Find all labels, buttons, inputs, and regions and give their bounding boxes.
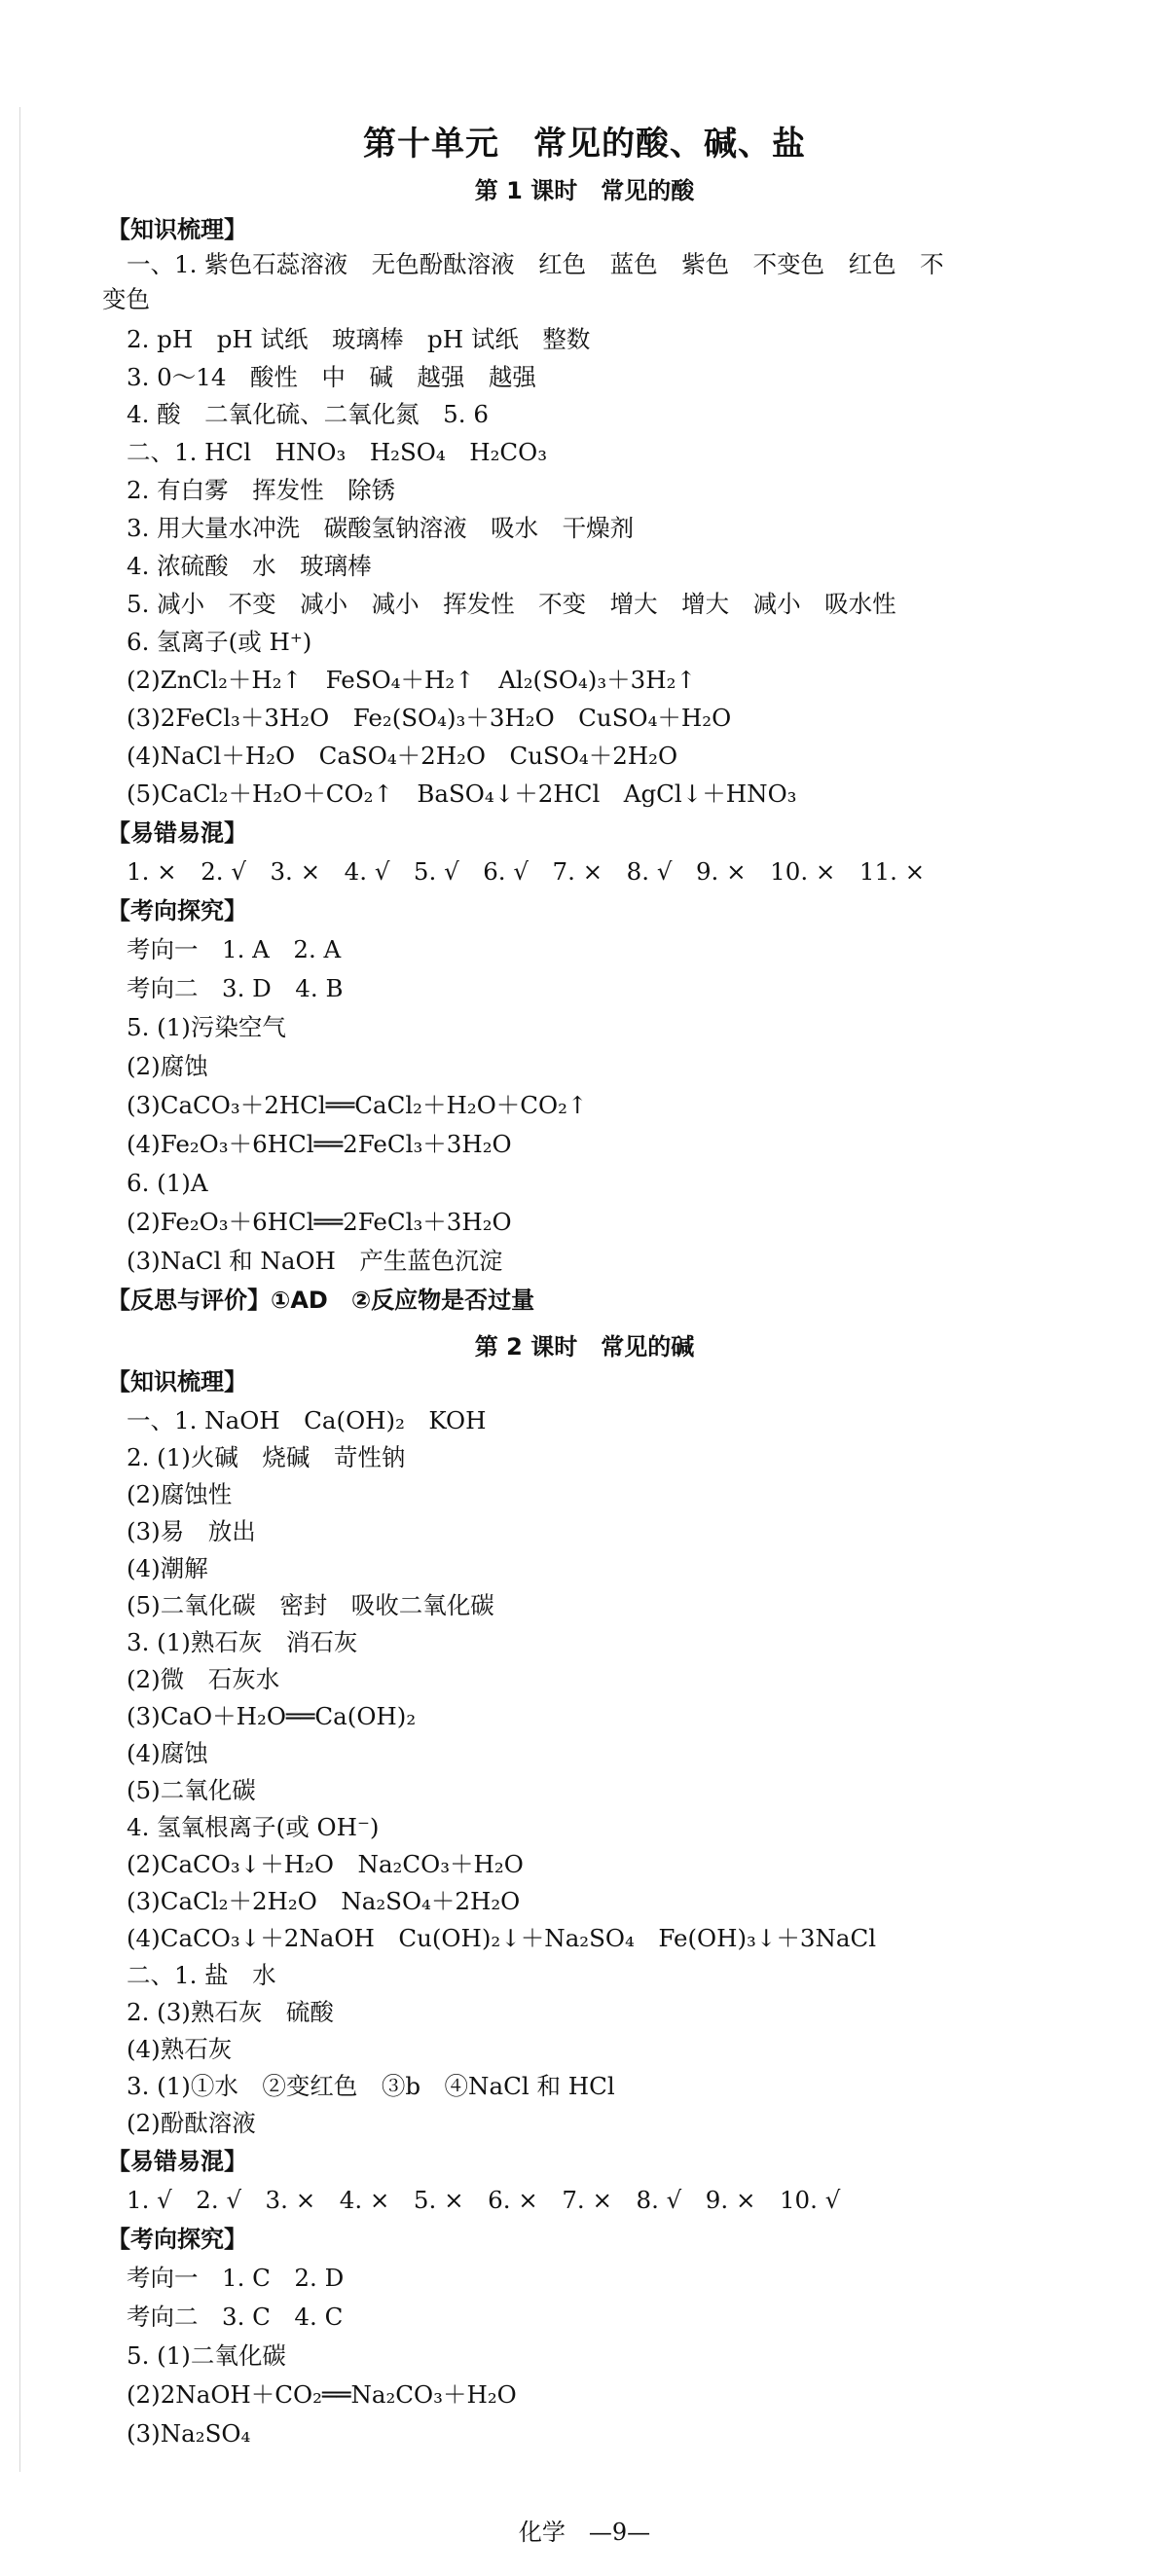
lesson1-line: 6. 氢离子(或 H⁺): [127, 628, 312, 656]
lesson1-line: (4)NaCl＋H₂O CaSO₄＋2H₂O CuSO₄＋2H₂O: [127, 742, 678, 770]
lesson2-explore-line: 考向二 3. C 4. C: [127, 2303, 344, 2331]
lesson2-line: 3. (1)熟石灰 消石灰: [127, 1628, 358, 1656]
lesson2-line: (5)二氧化碳: [127, 1776, 256, 1804]
lesson1-line: 3. 用大量水冲洗 碳酸氢钠溶液 吸水 干燥剂: [127, 514, 635, 542]
lesson2-line: (4)CaCO₃↓＋2NaOH Cu(OH)₂↓＋Na₂SO₄ Fe(OH)₃↓＋3NaCl: [127, 1924, 877, 1952]
lesson1-line: 变色: [102, 285, 150, 313]
lesson2-explore-line: 考向一 1. C 2. D: [127, 2264, 345, 2292]
lesson1-title: 第 1 课时 常见的酸: [474, 177, 695, 204]
margin-rule: [19, 107, 20, 2472]
lesson1-line: 4. 酸 二氧化硫、二氧化氮 5. 6: [127, 400, 489, 428]
lesson2-line: (2)微 石灰水: [127, 1665, 280, 1693]
lesson1-line: 二、1. HCl HNO₃ H₂SO₄ H₂CO₃: [127, 438, 548, 466]
lesson1-errors: 1. × 2. √ 3. × 4. √ 5. √ 6. √ 7. × 8. √ 9. × 10. × 11. ×: [127, 857, 926, 886]
lesson2-line: (3)易 放出: [127, 1517, 256, 1545]
lesson2-line: 一、1. NaOH Ca(OH)₂ KOH: [127, 1406, 487, 1434]
lesson1-line: (5)CaCl₂＋H₂O＋CO₂↑ BaSO₄↓＋2HCl AgCl↓＋HNO₃: [127, 780, 797, 808]
lesson1-explore-line: 考向二 3. D 4. B: [127, 974, 344, 1002]
lesson2-line: (4)熟石灰: [127, 2035, 233, 2063]
lesson1-errors-heading: 【易错易混】: [107, 819, 247, 847]
lesson1-line: (3)2FeCl₃＋3H₂O Fe₂(SO₄)₃＋3H₂O CuSO₄＋H₂O: [127, 704, 732, 732]
lesson1-line: 2. 有白雾 挥发性 除锈: [127, 476, 396, 504]
lesson2-line: 4. 氢氧根离子(或 OH⁻): [127, 1813, 380, 1841]
lesson2-line: 3. (1)①水 ②变红色 ③b ④NaCl 和 HCl: [127, 2072, 615, 2100]
lesson1-explore-line: 6. (1)A: [127, 1169, 208, 1197]
page-footer: 化学 —9—: [518, 2519, 651, 2546]
lesson2-explore-heading: 【考向探究】: [107, 2226, 247, 2253]
lesson1-knowledge-heading: 【知识梳理】: [107, 216, 247, 243]
lesson1-line: 5. 减小 不变 减小 减小 挥发性 不变 增大 增大 减小 吸水性: [127, 590, 896, 618]
lesson2-title: 第 2 课时 常见的碱: [474, 1333, 695, 1361]
lesson1-explore-line: (2)Fe₂O₃＋6HCl══2FeCl₃＋3H₂O: [127, 1208, 512, 1236]
lesson2-explore-line: (3)Na₂SO₄: [127, 2419, 251, 2448]
lesson2-line: 2. (1)火碱 烧碱 苛性钠: [127, 1443, 406, 1471]
lesson1-explore-line: (3)CaCO₃＋2HCl══CaCl₂＋H₂O＋CO₂↑: [127, 1091, 588, 1119]
lesson2-knowledge-heading: 【知识梳理】: [107, 1368, 247, 1396]
lesson1-explore-heading: 【考向探究】: [107, 897, 247, 925]
lesson2-line: (2)酚酞溶液: [127, 2109, 256, 2137]
lesson2-explore-line: (2)2NaOH＋CO₂══Na₂CO₃＋H₂O: [127, 2380, 517, 2409]
lesson1-line: 4. 浓硫酸 水 玻璃棒: [127, 552, 372, 580]
lesson2-line: 2. (3)熟石灰 硫酸: [127, 1998, 334, 2026]
lesson2-line: (2)CaCO₃↓＋H₂O Na₂CO₃＋H₂O: [127, 1850, 524, 1878]
lesson1-explore-line: (4)Fe₂O₃＋6HCl══2FeCl₃＋3H₂O: [127, 1130, 512, 1158]
lesson1-line: 一、1. 紫色石蕊溶液 无色酚酞溶液 红色 蓝色 紫色 不变色 红色 不: [127, 250, 944, 278]
lesson2-line: (5)二氧化碳 密封 吸收二氧化碳: [127, 1591, 494, 1619]
lesson1-line: 3. 0～14 酸性 中 碱 越强 越强: [127, 363, 536, 391]
lesson2-line: (3)CaO＋H₂O══Ca(OH)₂: [127, 1702, 417, 1730]
lesson2-line: (4)腐蚀: [127, 1739, 208, 1767]
lesson1-reflection: 【反思与评价】①AD ②反应物是否过量: [107, 1287, 535, 1314]
lesson1-explore-line: 5. (1)污染空气: [127, 1013, 286, 1041]
lesson1-explore-line: 考向一 1. A 2. A: [127, 935, 342, 963]
lesson1-line: 2. pH pH 试纸 玻璃棒 pH 试纸 整数: [127, 325, 591, 353]
lesson1-explore-line: (3)NaCl 和 NaOH 产生蓝色沉淀: [127, 1247, 503, 1275]
lesson2-errors: 1. √ 2. √ 3. × 4. × 5. × 6. × 7. × 8. √ 9. × 10. √: [127, 2186, 841, 2214]
lesson2-line: (2)腐蚀性: [127, 1480, 233, 1508]
lesson2-errors-heading: 【易错易混】: [107, 2148, 247, 2175]
lesson2-line: (4)潮解: [127, 1554, 208, 1582]
lesson2-explore-line: 5. (1)二氧化碳: [127, 2341, 286, 2370]
lesson1-explore-line: (2)腐蚀: [127, 1052, 208, 1080]
lesson1-line: (2)ZnCl₂＋H₂↑ FeSO₄＋H₂↑ Al₂(SO₄)₃＋3H₂↑: [127, 666, 696, 694]
lesson2-line: (3)CaCl₂＋2H₂O Na₂SO₄＋2H₂O: [127, 1887, 521, 1915]
lesson2-line: 二、1. 盐 水: [127, 1961, 276, 1989]
unit-title: 第十单元 常见的酸、碱、盐: [363, 125, 806, 163]
